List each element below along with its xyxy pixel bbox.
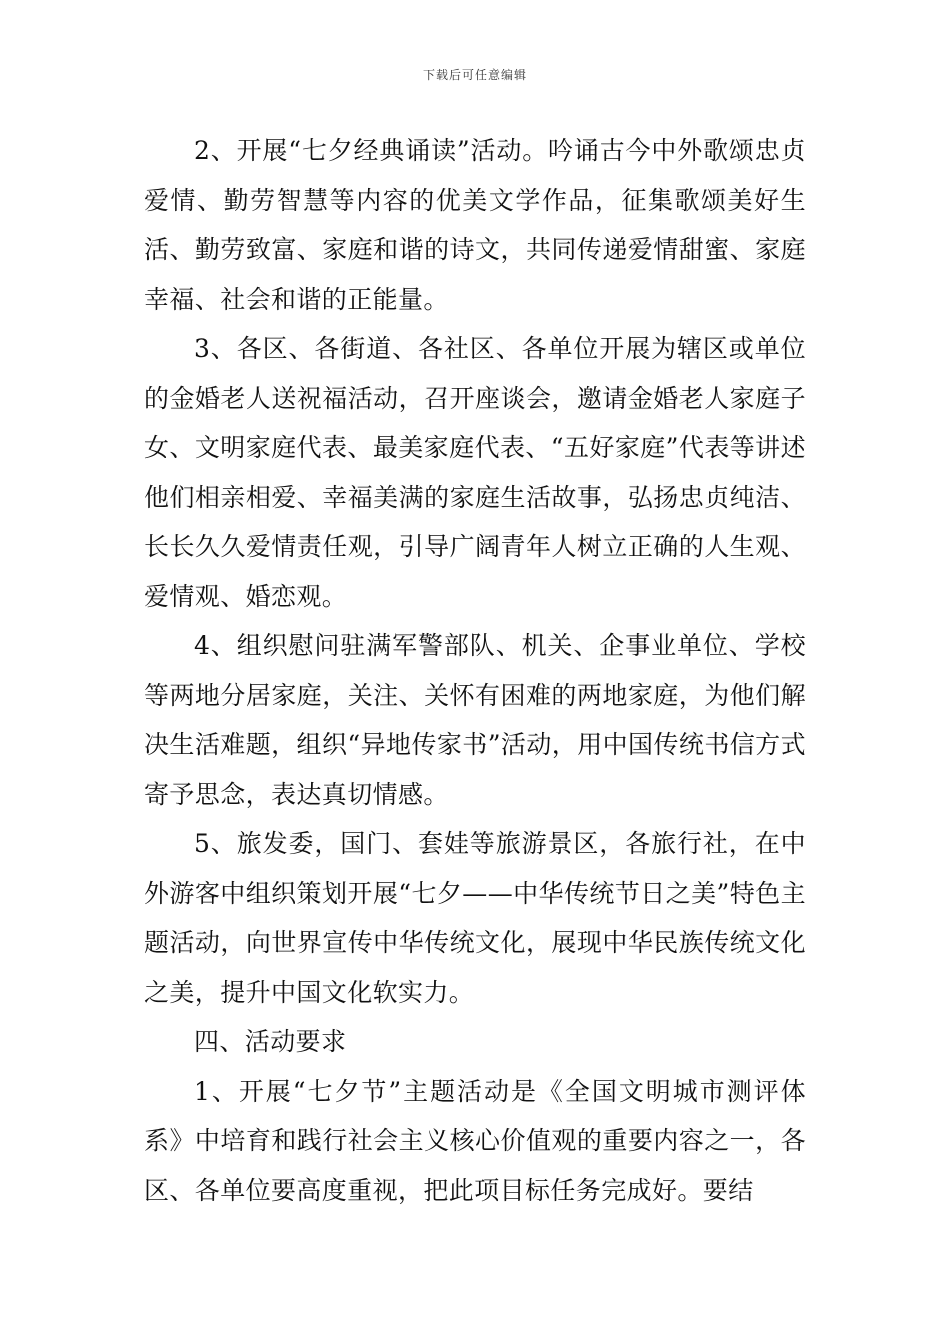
- paragraph-requirement-1: 1、开展“七夕节”主题活动是《全国文明城市测评体系》中培育和践行社会主义核心价值观的重要内容之一，各区、各单位要高度重视，把此项目标任务完成好。要结: [144, 1076, 806, 1205]
- document-body: [144, 126, 806, 1215]
- paragraph-item-5: 5、旅发委，国门、套娃等旅游景区，各旅行社，在中外游客中组织策划开展“七夕——中华传统节日之美”特色主题活动，向世界宣传中华传统文化，展现中华民族传统文化之美，提升中国文化软实力。: [144, 829, 806, 1007]
- paragraph-item-2: 2、开展“七夕经典诵读”活动。吟诵古今中外歌颂忠贞爱情、勤劳智慧等内容的优美文学作品，征集歌颂美好生活、勤劳致富、家庭和谐的诗文，共同传递爱情甜蜜、家庭幸福、社会和谐的正能量。: [144, 136, 806, 314]
- header-note: 下载后可任意编辑: [422, 68, 527, 82]
- paragraph-item-4: 4、组织慰问驻满军警部队、机关、企事业单位、学校等两地分居家庭，关注、关怀有困难的两地家庭，为他们解决生活难题，组织“异地传家书”活动，用中国传统书信方式寄予思念，表达真切情感。: [144, 631, 806, 809]
- section-heading-requirements: 四、活动要求: [194, 1027, 347, 1056]
- paragraph-item-3: 3、各区、各街道、各社区、各单位开展为辖区或单位的金婚老人送祝福活动，召开座谈会，邀请金婚老人家庭子女、文明家庭代表、最美家庭代表、“五好家庭”代表等讲述他们相亲相爱、幸福美满的家庭生活故事，弘扬忠贞纯洁、长长久久爱情责任观，引导广阔青年人树立正确的人生观、爱情观、婚恋观。: [144, 334, 806, 611]
